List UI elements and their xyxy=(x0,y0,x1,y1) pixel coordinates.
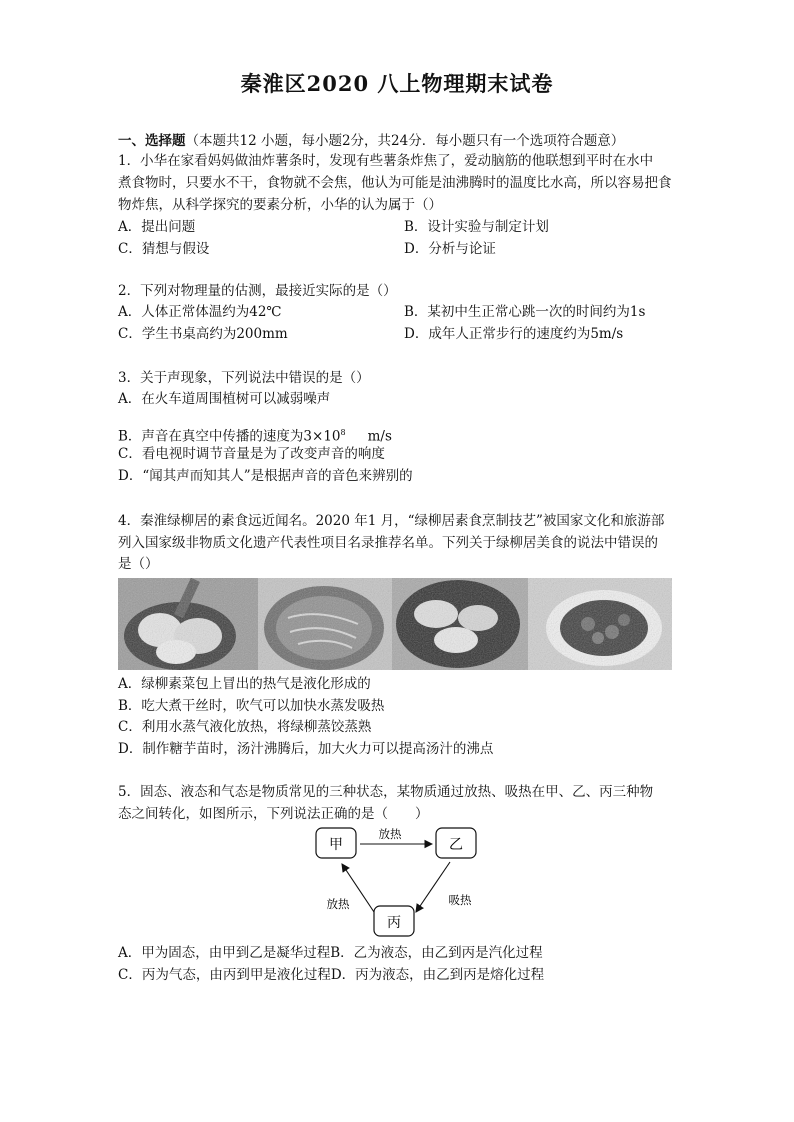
arrow-b-to-c xyxy=(416,862,450,912)
q4-option-b: B．吃大煮干丝时，吹气可以加快水蒸发吸热 xyxy=(118,698,385,714)
q1-stem-line3: 物炸焦，从科学探究的要素分析，小华的认为属于（） xyxy=(118,197,442,213)
q1-option-b: B．设计实验与制定计划 xyxy=(404,219,549,235)
q3-option-a: A．在火车道周围植树可以减弱噪声 xyxy=(118,391,331,407)
q3-option-b xyxy=(118,423,392,447)
q4-option-c: C．利用水蒸气液化放热，将绿柳蒸饺蒸熟 xyxy=(118,719,372,735)
q2-option-c: C．学生书桌高约为200mm xyxy=(118,326,288,342)
arrow-c-to-a-label: 放热 xyxy=(326,897,350,911)
node-b-label: 乙 xyxy=(449,837,463,853)
arrow-b-to-c-label: 吸热 xyxy=(448,893,472,907)
q3-stem: 3．关于声现象，下列说法中错误的是（） xyxy=(118,370,370,386)
q3-option-b-text: B．声音在真空中传播的速度为3×10 xyxy=(118,428,341,445)
food-photo-strip xyxy=(118,578,672,670)
q2-option-a: A．人体正常体温约为42℃ xyxy=(118,304,282,320)
q5-stem-line1: 5．固态、液态和气态是物质常见的三种状态，某物质通过放热、吸热在甲、乙、丙三种物 xyxy=(118,784,654,800)
q3-option-c: C．看电视时调节音量是为了改变声音的响度 xyxy=(118,446,385,462)
arrow-a-to-b-label: 放热 xyxy=(378,827,402,841)
section-heading-line xyxy=(118,131,624,151)
node-a-label: 甲 xyxy=(329,837,343,853)
page-title: 秦淮区2020 八上物理期末试卷 xyxy=(240,71,554,96)
section-instructions: （本题共12 小题，每小题2分，共24分．每小题只有一个选项符合题意） xyxy=(185,133,625,149)
q4-stem-line1: 4．秦淮绿柳居的素食远近闻名。2020 年1 月，“绿柳居素食烹制技艺”被国家文化和旅游部 xyxy=(118,513,665,529)
q2-option-b: B．某初中生正常心跳一次的时间约为1s xyxy=(404,304,646,320)
q2-stem: 2．下列对物理量的估测，最接近实际的是（） xyxy=(118,283,397,299)
q1-option-c: C．猜想与假设 xyxy=(118,241,210,257)
q3-option-b-unit: m/s xyxy=(367,428,392,445)
node-c-label: 丙 xyxy=(387,915,401,931)
q3-option-d: D．“闻其声而知其人”是根据声音的音色来辨别的 xyxy=(118,468,413,484)
q3-option-b-exponent: 8 xyxy=(340,428,346,437)
q5-options-cd: C．丙为气态，由丙到甲是液化过程D．丙为液态，由乙到丙是熔化过程 xyxy=(118,967,545,983)
q1-stem-line2: 煮食物时，只要水不干，食物就不会焦，他认为可能是油沸腾时的温度比水高，所以容易把食 xyxy=(118,175,672,191)
q5-options-ab: A．甲为固态，由甲到乙是凝华过程B．乙为液态，由乙到丙是汽化过程 xyxy=(118,945,543,961)
q1-stem-line1: 1．小华在家看妈妈做油炸薯条时，发现有些薯条炸焦了，爱动脑筋的他联想到平时在水中 xyxy=(118,153,654,169)
q4-stem-line2: 列入国家级非物质文化遗产代表性项目名录推荐名单。下列关于绿柳居美食的说法中错误的 xyxy=(118,535,658,551)
section-heading: 一、选择题 xyxy=(118,133,186,149)
q4-option-a: A．绿柳素菜包上冒出的热气是液化形成的 xyxy=(118,676,371,692)
q5-stem-line2: 态之间转化，如图所示，下列说法正确的是（ ） xyxy=(118,806,429,822)
q1-option-d: D．分析与论证 xyxy=(404,241,496,257)
q2-option-d: D．成年人正常步行的速度约为5m/s xyxy=(404,326,624,342)
state-transition-diagram xyxy=(300,820,500,940)
q1-option-a: A．提出问题 xyxy=(118,219,196,235)
q4-option-d: D．制作糖芋苗时，汤汁沸腾后，加大火力可以提高汤汁的沸点 xyxy=(118,741,494,757)
q4-stem-line3: 是（） xyxy=(118,556,159,572)
